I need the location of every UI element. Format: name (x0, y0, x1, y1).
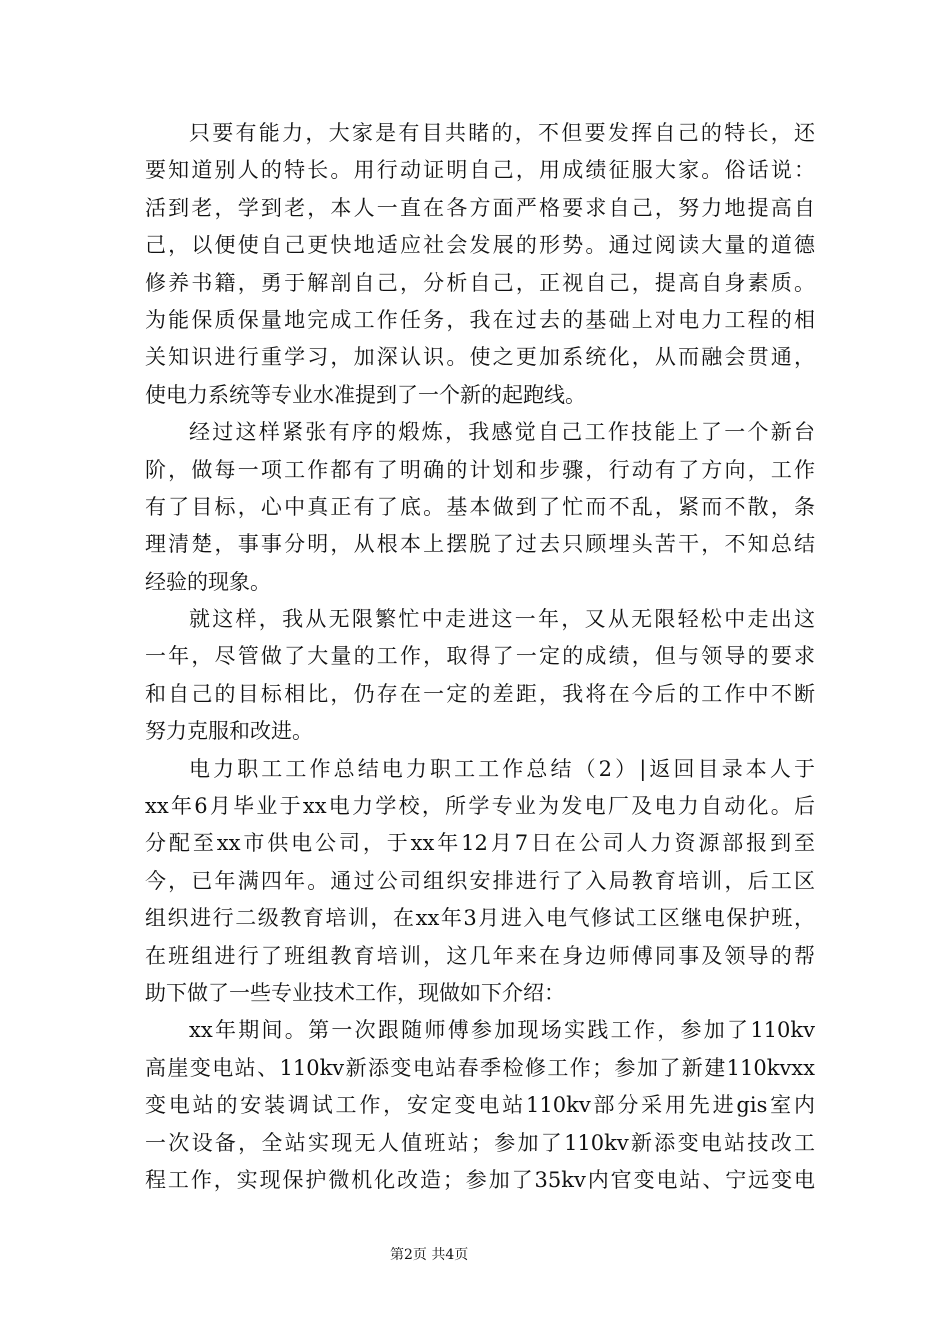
text-line: 分配至xx市供电公司，于xx年12月7日在公司人力资源部报到至 (145, 831, 815, 856)
text-line: xx年6月毕业于xx电力学校，所学专业为发电厂及电力自动化。后 (145, 794, 815, 819)
text-line: 努力克服和改进。 (145, 719, 313, 744)
page-footer (0, 1245, 950, 1265)
document-body (145, 115, 815, 1199)
text-line: 阶，做每一项工作都有了明确的计划和步骤，行动有了方向，工作 (145, 457, 815, 482)
text-line: 程工作，实现保护微机化改造；参加了35kv内官变电站、宁远变电 (145, 1167, 815, 1192)
text-line: 电力职工工作总结电力职工工作总结（2）|返回目录本人于 (189, 756, 815, 781)
text-line: 修养书籍，勇于解剖自己，分析自己，正视自己，提高自身素质。 (145, 270, 815, 295)
text-line: 助下做了一些专业技术工作，现做如下介绍： (145, 980, 565, 1005)
text-line: 为能保质保量地完成工作任务，我在过去的基础上对电力工程的相 (145, 307, 815, 332)
text-line: 高崖变电站、110kv新添变电站春季检修工作；参加了新建110kvxx (145, 1055, 815, 1080)
text-line: 变电站的安装调试工作，安定变电站110kv部分采用先进gis室内 (145, 1093, 815, 1118)
text-line: 己，以便使自己更快地适应社会发展的形势。通过阅读大量的道德 (145, 233, 815, 258)
text-line: 就这样，我从无限繁忙中走进这一年，又从无限轻松中走出这 (189, 607, 815, 632)
footer-page-number: 2 (404, 1247, 413, 1263)
text-line: 经验的现象。 (145, 569, 271, 594)
text-line: 理清楚，事事分明，从根本上摆脱了过去只顾埋头苦干，不知总结 (145, 532, 815, 557)
text-line: 活到老，学到老，本人一直在各方面严格要求自己，努力地提高自 (145, 195, 815, 220)
text-line: 有了目标，心中真正有了底。基本做到了忙而不乱，紧而不散，条 (145, 494, 815, 519)
text-line: 只要有能力，大家是有目共睹的，不但要发挥自己的特长，还 (189, 121, 815, 145)
text-line: 组织进行二级教育培训，在xx年3月进入电气修试工区继电保护班， (145, 906, 815, 931)
text-line: 在班组进行了班组教育培训，这几年来在身边师傅同事及领导的帮 (145, 943, 815, 968)
text-line: 使电力系统等专业水准提到了一个新的起跑线。 (145, 382, 586, 407)
footer-middle: 页 共 (412, 1247, 446, 1263)
text-line: 一次设备，全站实现无人值班站；参加了110kv新添变电站技改工 (145, 1130, 815, 1155)
footer-suffix: 页 (454, 1247, 469, 1263)
text-line: 经过这样紧张有序的煅炼，我感觉自己工作技能上了一个新台 (189, 420, 815, 445)
text-line: 一年，尽管做了大量的工作，取得了一定的成绩，但与领导的要求 (145, 644, 815, 669)
footer-prefix: 第 (390, 1247, 404, 1263)
footer-total-pages: 4 (445, 1247, 455, 1263)
text-line: xx年期间。第一次跟随师傅参加现场实践工作，参加了110kv (189, 1018, 815, 1043)
text-line: 和自己的目标相比，仍存在一定的差距，我将在今后的工作中不断 (145, 681, 815, 706)
text-line: 今，已年满四年。通过公司组织安排进行了入局教育培训，后工区 (145, 868, 815, 893)
text-line: 关知识进行重学习，加深认识。使之更加系统化，从而融会贯通， (145, 345, 815, 370)
text-line: 要知道别人的特长。用行动证明自己，用成绩征服大家。俗话说： (145, 158, 815, 183)
